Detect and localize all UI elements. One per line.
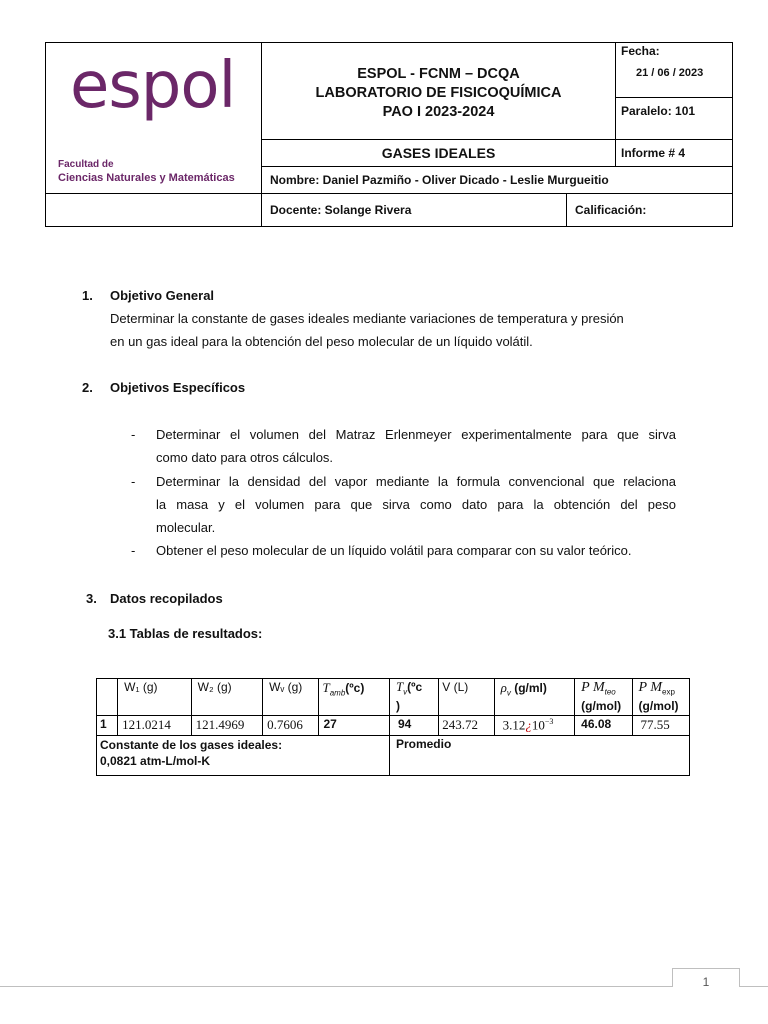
bullet-2-line-2: la masa y el volumen para que sirva como dato para la obtención del peso (156, 497, 676, 512)
tamb-unit: (ºc) (345, 681, 365, 695)
faculty-line-2: Ciencias Naturales y Matemáticas (58, 172, 235, 184)
rho-exp: −3 (544, 717, 554, 727)
title-line-3: PAO I 2023-2024 (382, 104, 495, 120)
results-table (96, 678, 690, 776)
rho-sub: v (506, 688, 511, 698)
section-1-line-2: en un gas ideal para la obtención del peso molecular de un líquido volátil. (110, 334, 533, 349)
section-3-title: Datos recopilados (110, 591, 223, 606)
section-1-title: Objetivo General (110, 288, 215, 303)
pmteo-symbol: P M (581, 680, 605, 695)
bullet-1-marker: - (131, 427, 136, 442)
rho-unit: (g/ml) (510, 681, 547, 695)
tv-unit-2: ) (395, 699, 400, 714)
tv-symbol: T (395, 679, 404, 694)
pmexp-sub: exp (662, 687, 675, 697)
page-number: 1 (702, 975, 710, 989)
pmteo-unit: (g/mol) (581, 699, 622, 714)
footer-rule (0, 986, 768, 987)
header-pmteo (575, 679, 632, 716)
tamb-sub: amb (329, 688, 346, 698)
row-pmteo: 46.08 (575, 716, 632, 735)
row-index: 1 (97, 716, 118, 735)
docente-name: Docente: Solange Rivera (270, 203, 412, 217)
topic-title: GASES IDEALES (381, 145, 496, 161)
section-1-line-1: Determinar la constante de gases ideales mediante variaciones de temperatura y presión (110, 311, 624, 326)
header-tv (389, 679, 438, 716)
bullet-2-marker: - (131, 474, 136, 489)
fecha-value: 21 / 06 / 2023 (636, 67, 704, 79)
results-data-row (97, 716, 690, 735)
rho-mid: ¿ (525, 717, 532, 733)
fecha-label: Fecha: (621, 44, 660, 58)
title-cell (262, 43, 616, 140)
constant-value: 0,0821 atm-L/mol-K (100, 753, 211, 768)
bullet-2-line-3: molecular. (156, 520, 216, 535)
constant-cell (97, 735, 390, 775)
header-pmexp (632, 679, 689, 716)
bullet-3-line-1: Obtener el peso molecular de un líquido volátil para comparar con su valor teórico. (156, 543, 632, 558)
bullet-1-line-1: Determinar el volumen del Matraz Erlenmeyer experimentalmente para que sirva (156, 427, 676, 442)
header-tamb (319, 679, 389, 716)
informe-cell (616, 140, 733, 167)
rho-exp-base: 10 (531, 717, 545, 733)
header-wv: Wᵥ (g) (263, 679, 319, 716)
row-w1: 121.0214 (118, 716, 191, 735)
title-line-2: LABORATORIO DE FISICOQUÍMICA (315, 85, 562, 101)
title-line-1: ESPOL - FCNM – DCQA (357, 66, 520, 82)
header-w2: W₂ (g) (191, 679, 262, 716)
docente-cell (262, 194, 567, 227)
header-index (97, 679, 118, 716)
rho-symbol: ρ (500, 680, 507, 695)
rho-base: 3.12 (502, 717, 526, 733)
student-names: Nombre: Daniel Pazmiño - Oliver Dicado - Leslie Murgueitio (270, 173, 609, 187)
pmexp-symbol: P M (638, 680, 662, 695)
tamb-symbol: T (322, 680, 330, 695)
row-pmexp: 77.55 (632, 716, 689, 735)
promedio-cell (389, 735, 689, 775)
row-rho (494, 716, 575, 735)
section-3-number: 3. (86, 591, 97, 606)
row-tamb: 27 (319, 716, 389, 735)
header-rho (494, 679, 575, 716)
nombre-cell (262, 167, 733, 194)
informe-number: Informe # 4 (621, 146, 686, 160)
header-v: V (L) (439, 679, 494, 716)
section-1-number: 1. (82, 288, 93, 303)
constant-label: Constante de los gases ideales: (100, 737, 283, 752)
tv-unit: (ºc (407, 680, 423, 694)
empty-logo-bottom (46, 194, 262, 227)
bullet-2-line-1: Determinar la densidad del vapor mediante la formula convencional que relaciona (156, 474, 676, 489)
section-2-number: 2. (82, 380, 93, 395)
pmexp-unit: (g/mol) (638, 699, 679, 714)
section-3-1-title: 3.1 Tablas de resultados: (108, 626, 263, 641)
pmteo-sub: teo (604, 687, 616, 697)
header-table (45, 42, 733, 227)
calificacion-label: Calificación: (575, 203, 647, 217)
row-v: 243.72 (439, 716, 494, 735)
header-w1: W₁ (g) (118, 679, 191, 716)
results-header-row (97, 679, 690, 716)
bullet-3-marker: - (131, 543, 136, 558)
bullet-1-line-2: como dato para otros cálculos. (156, 450, 334, 465)
page-number-box (672, 968, 740, 987)
promedio-label: Promedio (395, 736, 452, 751)
faculty-line-1: Facultad de (58, 159, 114, 170)
section-2-title: Objetivos Específicos (110, 380, 246, 395)
tv-sub: v (403, 687, 408, 697)
paralelo: Paralelo: 101 (621, 104, 696, 118)
espol-logo: espol (70, 49, 236, 123)
row-tv: 94 (389, 716, 438, 735)
date-paralelo-cell (616, 43, 733, 140)
results-footer-row (97, 735, 690, 775)
calificacion-cell (567, 194, 733, 227)
row-w2: 121.4969 (191, 716, 262, 735)
topic-cell (262, 140, 616, 167)
logo-cell (46, 43, 262, 194)
row-wv: 0.7606 (263, 716, 319, 735)
